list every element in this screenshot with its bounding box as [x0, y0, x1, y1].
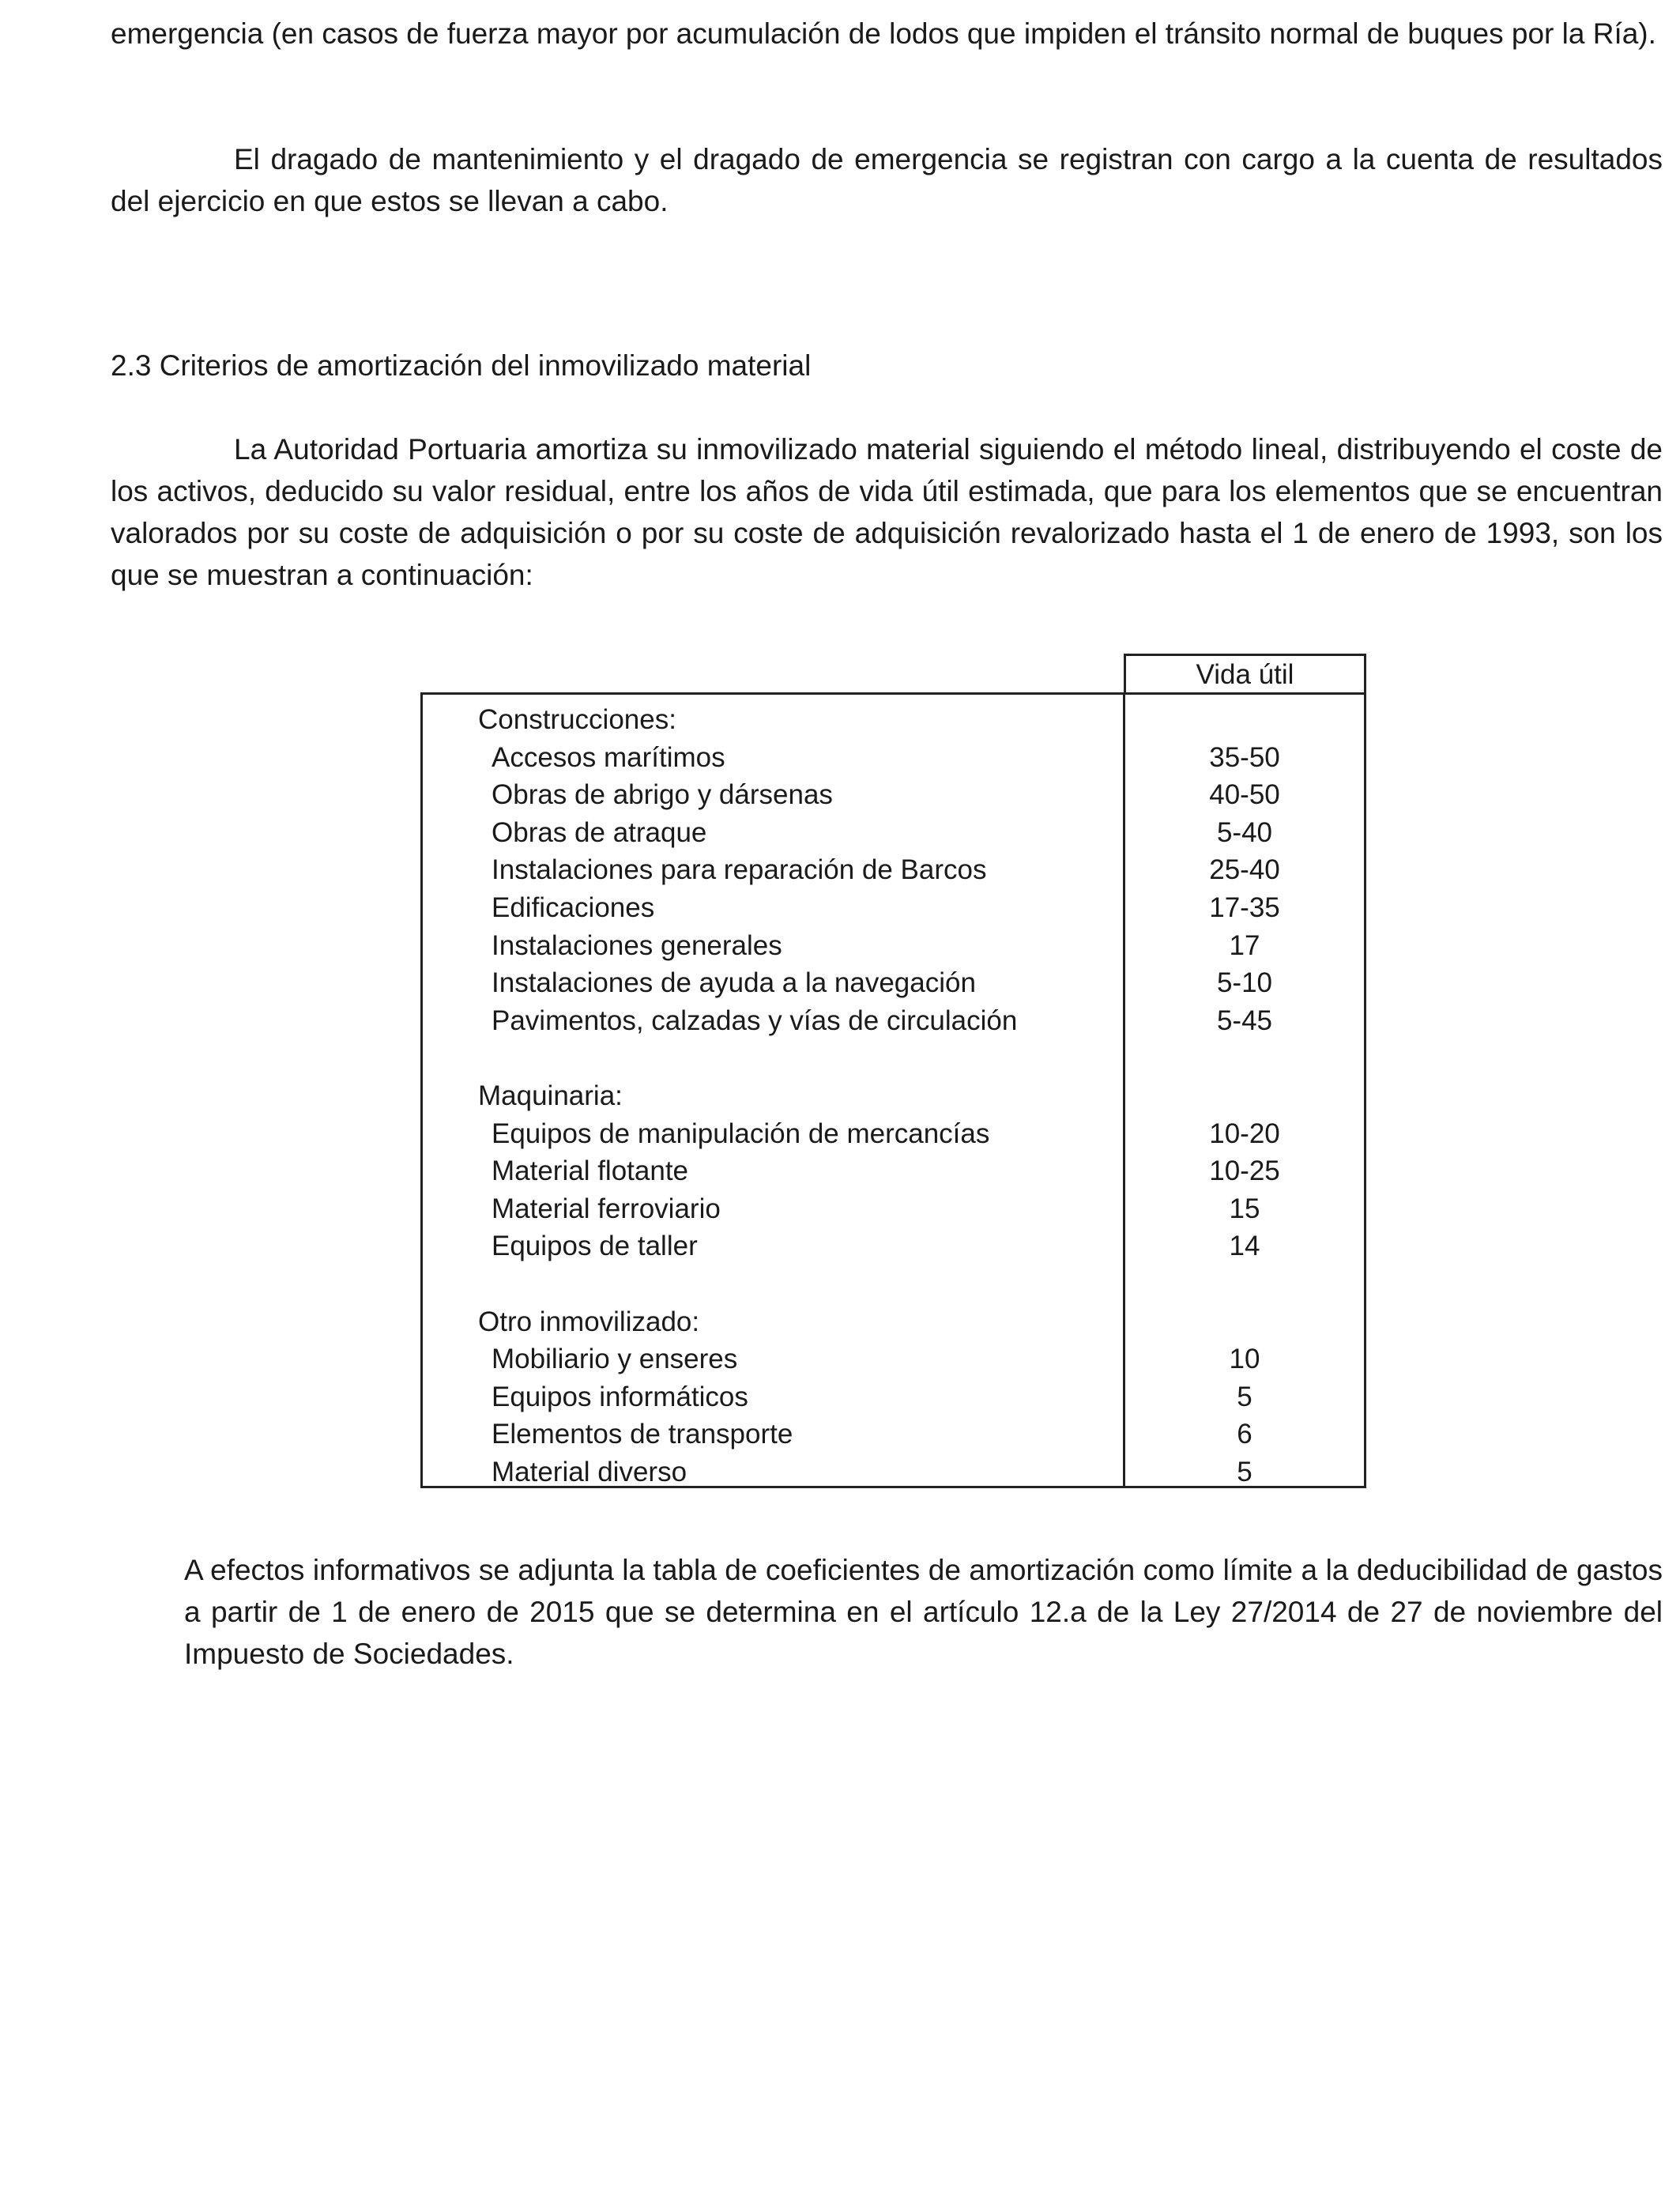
table-row: [423, 814, 1364, 852]
table-row: [423, 1340, 1364, 1378]
useful-life-table: [420, 692, 1366, 1488]
row-label: Elementos de transporte: [492, 1419, 793, 1450]
row-value: 35-50: [1209, 741, 1280, 773]
table-column-header: Vida útil: [1124, 654, 1366, 694]
table-row: [423, 1416, 1364, 1453]
paragraph-dredging: El dragado de mantenimiento y el dragado de emergencia se registran con cargo a la cuenta de resultados del ejercicio en que estos se llevan a cabo.: [111, 143, 1663, 217]
group-title-label: Construcciones:: [478, 704, 676, 735]
row-label: Obras de abrigo y dársenas: [492, 779, 833, 811]
row-value: 6: [1237, 1419, 1252, 1450]
row-label: Mobiliario y enseres: [492, 1344, 738, 1375]
row-value: 5-10: [1216, 967, 1273, 999]
table-row: [423, 1453, 1364, 1491]
row-label: Material flotante: [492, 1155, 689, 1187]
row-label: Pavimentos, calzadas y vías de circulación: [492, 1005, 1018, 1036]
table-spacer: [423, 1039, 1364, 1077]
group-title-label: Otro inmovilizado:: [478, 1306, 700, 1337]
table-row: [423, 1378, 1364, 1416]
row-label: Material ferroviario: [492, 1193, 721, 1224]
row-value: 25-40: [1209, 854, 1280, 886]
table-row: [423, 1002, 1364, 1040]
row-value: 10: [1229, 1344, 1260, 1375]
row-label: Accesos marítimos: [492, 741, 725, 773]
row-value: 5: [1237, 1381, 1252, 1412]
row-value: 40-50: [1209, 779, 1280, 811]
table-row: [423, 1152, 1364, 1190]
row-value: 17: [1229, 929, 1260, 961]
row-value: 15: [1229, 1193, 1260, 1224]
row-label: Instalaciones de ayuda a la navegación: [492, 967, 976, 999]
table-row: [423, 776, 1364, 814]
row-value: 10-20: [1209, 1118, 1280, 1149]
row-value: 5: [1237, 1456, 1252, 1487]
row-label: Edificaciones: [492, 892, 655, 923]
table-row: [423, 1190, 1364, 1228]
table-spacer: [423, 1265, 1364, 1303]
row-label: Obras de atraque: [492, 816, 707, 848]
table-group-title: [423, 701, 1364, 739]
row-label: Instalaciones para reparación de Barcos: [492, 854, 987, 886]
paragraph-continuation: emergencia (en casos de fuerza mayor por acumulación de lodos que impiden el tránsito normal de buques por la Ría).: [111, 17, 1656, 50]
table-group-title: [423, 1303, 1364, 1341]
row-value: 5-40: [1216, 816, 1273, 848]
section-heading: 2.3 Criterios de amortización del inmovilizado material: [111, 349, 812, 382]
table-row: [423, 851, 1364, 889]
row-value: 5-45: [1216, 1005, 1273, 1036]
table-rows: [423, 701, 1364, 1491]
table-row: [423, 964, 1364, 1002]
row-label: Material diverso: [492, 1456, 687, 1487]
row-value: 14: [1229, 1231, 1260, 1262]
row-label: Instalaciones generales: [492, 929, 782, 961]
table-row: [423, 889, 1364, 927]
table-row: [423, 1115, 1364, 1153]
row-value: 17-35: [1209, 892, 1280, 923]
paragraph-tax-reference: A efectos informativos se adjunta la tabla de coeficientes de amortización como límite a la deducibilidad de gastos a partir de 1 de enero de 2015 que se determina en el artículo 12.a de la Ley 27/2014 de 27 de noviembre del Impuesto de Sociedades.: [184, 1554, 1663, 1670]
paragraph-depreciation-method: La Autoridad Portuaria amortiza su inmovilizado material siguiendo el método lineal, distribuyendo el coste de los activos, deducido su valor residual, entre los años de vida útil estimada, que para los elementos que se encuentran valorados por su coste de adquisición o por su coste de adquisición revalorizado hasta el 1 de enero de 1993, son los que se muestran a continuación:: [111, 433, 1663, 591]
group-title-label: Maquinaria:: [478, 1080, 623, 1111]
row-label: Equipos de manipulación de mercancías: [492, 1118, 990, 1149]
table-row: [423, 927, 1364, 965]
table-row: [423, 739, 1364, 777]
row-label: Equipos informáticos: [492, 1381, 748, 1412]
row-label: Equipos de taller: [492, 1231, 698, 1262]
table-row: [423, 1227, 1364, 1265]
row-value: 10-25: [1209, 1155, 1280, 1187]
table-group-title: [423, 1077, 1364, 1115]
